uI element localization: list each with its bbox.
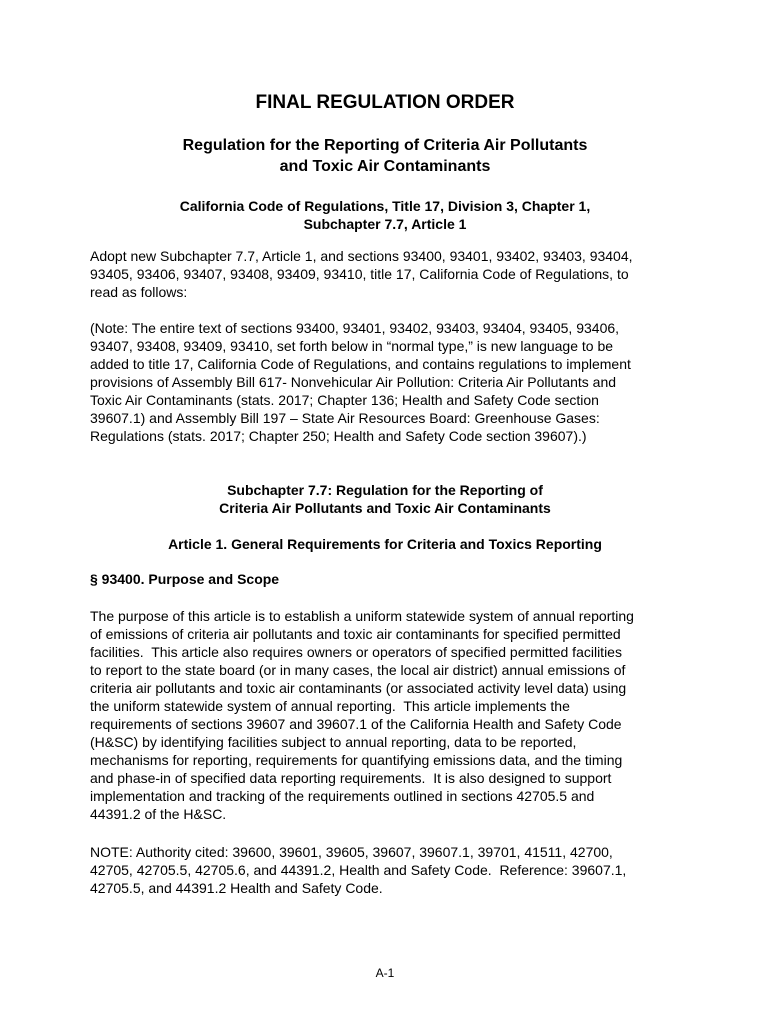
- subchapter-line: Criteria Air Pollutants and Toxic Air Contaminants: [219, 500, 551, 516]
- text-line: 93407, 93408, 93409, 93410, set forth below in “normal type,” is new language to be: [90, 338, 614, 354]
- text-line: the uniform statewide system of annual reporting. This article implements the: [90, 698, 570, 714]
- page-title: FINAL REGULATION ORDER: [255, 92, 515, 113]
- subchapter-line: Subchapter 7.7: Regulation for the Reporting of: [227, 482, 543, 498]
- text-line: Toxic Air Contaminants (stats. 2017; Chapter 136; Health and Safety Code section: [90, 392, 599, 408]
- text-line: (H&SC) by identifying facilities subject to annual reporting, data to be reported,: [90, 734, 577, 750]
- text-line: facilities. This article also requires owners or operators of specified permitted facilities: [90, 644, 622, 660]
- text-line: implementation and tracking of the requirements outlined in sections 42705.5 and: [90, 788, 595, 804]
- text-line: 42705.5, and 44391.2 Health and Safety Code.: [90, 880, 383, 896]
- text-line: NOTE: Authority cited: 39600, 39601, 39605, 39607, 39607.1, 39701, 41511, 42700,: [90, 844, 613, 860]
- subtitle-line: and Toxic Air Contaminants: [279, 158, 491, 175]
- adopt-paragraph: [90, 247, 686, 301]
- text-line: requirements of sections 39607 and 39607.1 of the California Health and Safety Code: [90, 716, 622, 732]
- text-line: of emissions of criteria air pollutants and toxic air contaminants for specified permitted: [90, 626, 621, 642]
- text-line: to report to the state board (or in many cases, the local air district) annual emissions of: [90, 662, 626, 678]
- text-line: 93405, 93406, 93407, 93408, 93409, 93410, title 17, California Code of Regulations, to: [90, 266, 629, 282]
- code-line: California Code of Regulations, Title 17, Division 3, Chapter 1,: [179, 198, 591, 214]
- text-line: The purpose of this article is to establish a uniform statewide system of annual reporting: [90, 608, 634, 624]
- text-line: read as follows:: [90, 284, 188, 300]
- text-line: (Note: The entire text of sections 93400, 93401, 93402, 93403, 93404, 93405, 93406,: [90, 320, 620, 336]
- text-line: criteria air pollutants and toxic air contaminants (or associated activity level data) using: [90, 680, 627, 696]
- code-citation: [0, 197, 770, 233]
- page-number: A-1: [375, 966, 395, 980]
- text-line: provisions of Assembly Bill 617- Nonvehicular Air Pollution: Criteria Air Pollutants and: [90, 374, 617, 390]
- text-line: mechanisms for reporting, requirements for quantifying emissions data, and the timing: [90, 752, 623, 768]
- note-paragraph: [90, 319, 686, 445]
- text-line: added to title 17, California Code of Regulations, and contains regulations to implement: [90, 356, 631, 372]
- article-heading: Article 1. General Requirements for Criteria and Toxics Reporting: [168, 536, 602, 552]
- code-line: Subchapter 7.7, Article 1: [303, 216, 467, 232]
- regulation-subtitle: [0, 135, 770, 177]
- text-line: 44391.2 of the H&SC.: [90, 806, 227, 822]
- text-line: Adopt new Subchapter 7.7, Article 1, and sections 93400, 93401, 93402, 93403, 93404,: [90, 248, 633, 264]
- text-line: 39607.1) and Assembly Bill 197 – State Air Resources Board: Greenhouse Gases:: [90, 410, 600, 426]
- authority-note: [90, 843, 686, 897]
- subchapter-heading: [0, 481, 770, 517]
- text-line: and phase-in of specified data reporting requirements. It is also designed to support: [90, 770, 612, 786]
- text-line: Regulations (stats. 2017; Chapter 250; Health and Safety Code section 39607).): [90, 428, 587, 444]
- text-line: 42705, 42705.5, 42705.6, and 44391.2, Health and Safety Code. Reference: 39607.1,: [90, 862, 627, 878]
- subtitle-line: Regulation for the Reporting of Criteria Air Pollutants: [182, 137, 588, 154]
- purpose-paragraph: [90, 607, 686, 823]
- section-heading: § 93400. Purpose and Scope: [90, 571, 280, 587]
